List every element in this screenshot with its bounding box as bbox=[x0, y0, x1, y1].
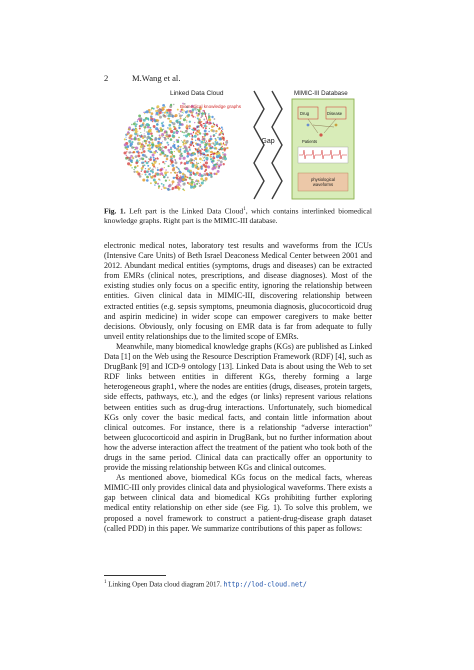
mimic-disease-label: Disease bbox=[327, 111, 343, 116]
mimic-patients-label: Patients bbox=[302, 139, 318, 144]
gap-label: Gap bbox=[261, 138, 275, 145]
cloud-title: Linked Data Cloud bbox=[170, 90, 224, 97]
caption-label: Fig. 1. bbox=[104, 206, 126, 216]
linked-data-cloud-graphic bbox=[123, 103, 228, 191]
figure-1 bbox=[108, 87, 370, 203]
mimic-title: MIMIC-III Database bbox=[294, 90, 348, 97]
mimic-drug-label: Drug bbox=[300, 111, 310, 116]
paragraph-1: electronic medical notes, laboratory test results and waveforms from the ICUs (Intensive Care Units) of Beth Israel Deaconess Medical Center between 2001 and 2012. Abundant medical entities (symptoms, drugs and diseases) can be extracted from EMRs (clinical notes, prescriptions, and disease diagnoses). Most of the existing studies only focus on a specific entity, ignoring the relationship between entities. Given clinical data in MIMIC-III, discovering relationship between extracted entities (e.g. sepsis symptoms, pneumonia diagnosis, glucocorticoid drug and aspirin medicine) in wider scope can empower caregivers to make better decisions. Obviously, only focusing on EMR data is far from adequate to fully unveil entity relationships due to the limited scope of EMRs. bbox=[104, 241, 372, 341]
gap-divider bbox=[254, 91, 282, 199]
body-text bbox=[104, 241, 372, 534]
footnote-link[interactable]: http://lod-cloud.net/ bbox=[223, 580, 307, 589]
paragraph-2: Meanwhile, many biomedical knowledge graphs (KGs) are published as Linked Data [1] on the Web using the Resource Description Framework (RDF) [4], such as DrugBank [9] and ICD-9 ontology [13]. Linked Data is about using the Web to set RDF links between entities in different KGs, thereby forming a large heterogeneous graph1, where the nodes are entities (drugs, diseases, protein targets, side effects, pathways, etc.), and the edges (or links) represent various relations between entities such as drug-drug interactions. Unfortunately, such biomedical KGs only cover the basic medical facts, and contain little information about clinical outcomes. For instance, there is a relationship “adverse interaction” between glucocorticoid and aspirin in DrugBank, but no further information about how the adverse interaction affect the treatment of the patient who took both of the drugs in the same period. Clinical data can practically offer an opportunity to provide the missing relationship between KGs and clinical outcomes. bbox=[104, 341, 372, 473]
paragraph-3: As mentioned above, biomedical KGs focus on the medical facts, whereas MIMIC-III only provides clinical data and physiological waveforms. There exists a gap between clinical data and biomedical KGs prohibiting further exploring medical entity relationship on ether side (see Fig. 1). To solve this problem, we proposed a novel framework to construct a patient-drug-disease graph dataset (called PDD) in this paper. We summarize contributions of this paper as follows: bbox=[104, 473, 372, 533]
figure-caption: Fig. 1. Left part is the Linked Data Cloud$^1$, which contains interlinked biomedical knowledge graphs. Right part is the MIMIC-III database. bbox=[104, 206, 372, 226]
running-header bbox=[104, 73, 180, 83]
page-number: 2 bbox=[104, 73, 109, 83]
footnote: $^1$ Linking Open Data cloud diagram 2017. http://lod-cloud.net/ bbox=[104, 580, 307, 589]
kg-pointer bbox=[204, 110, 208, 123]
kg-sublabel: Biomedical knowledge graphs bbox=[180, 104, 242, 109]
running-authors: M.Wang et al. bbox=[132, 73, 181, 83]
footnote-rule bbox=[104, 575, 166, 576]
mimic-waveforms-label: physiological waveforms bbox=[311, 177, 335, 187]
